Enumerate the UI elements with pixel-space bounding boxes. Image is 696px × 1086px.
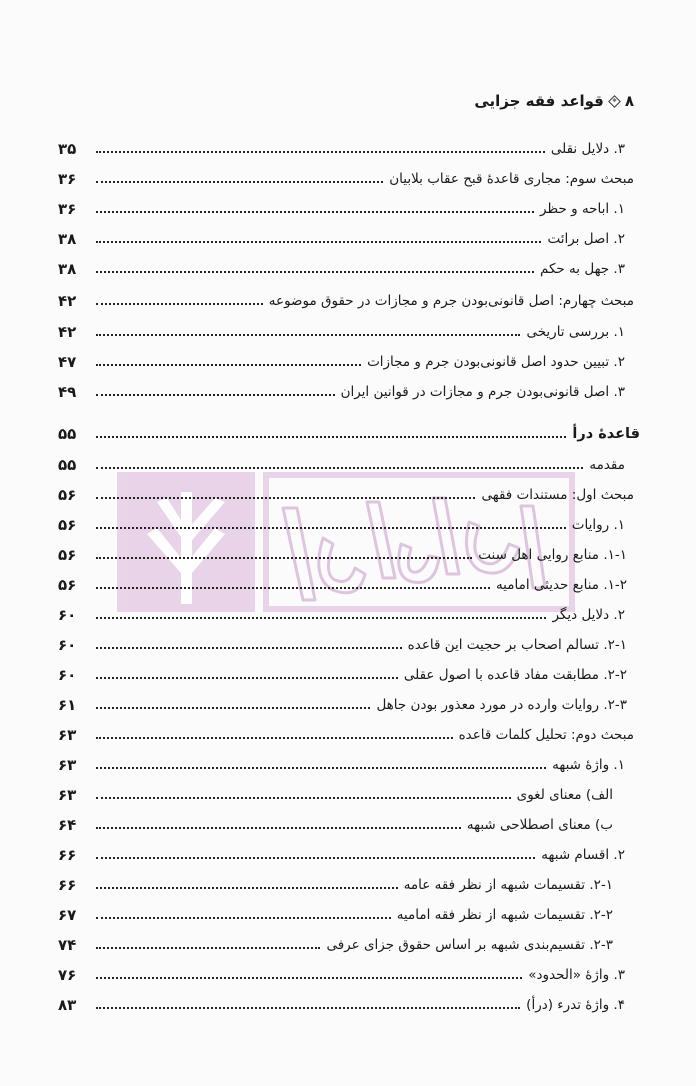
toc-entry[interactable] <box>58 347 640 371</box>
toc-entry[interactable] <box>58 600 640 624</box>
toc-entry[interactable] <box>58 720 640 744</box>
toc-entry[interactable] <box>58 254 640 278</box>
toc-entry[interactable] <box>58 810 640 834</box>
toc-entry-title: ۳. واژهٔ «الحدود» <box>528 967 625 983</box>
toc-entry-page: ۶۶ <box>58 846 77 864</box>
toc-entry[interactable] <box>58 450 640 474</box>
toc-entry-title: ۲-۳. تقسیم‌بندی شبهه بر اساس حقوق جزای عرفی <box>326 937 613 953</box>
dot-leader <box>96 647 402 649</box>
toc-entry-title: ۱-۱. منابع روایی اهل سنت <box>478 547 627 563</box>
dot-leader <box>96 617 546 619</box>
dot-leader <box>96 767 546 769</box>
toc-entry[interactable] <box>58 930 640 954</box>
toc-entry[interactable] <box>58 840 640 864</box>
toc-entry-page: ۳۸ <box>58 230 77 248</box>
toc-entry-title: ۲. تبیین حدود اصل قانونی‌بودن جرم و مجازات <box>367 354 625 370</box>
toc-entry-page: ۶۶ <box>58 876 77 894</box>
dot-leader <box>96 151 545 153</box>
toc-entry-title: ۲-۲. تقسیمات شبهه از نظر فقه امامیه <box>396 907 613 923</box>
toc-entry-title: ۲-۱. تسالم اصحاب بر حجیت این قاعده <box>407 637 627 653</box>
diamond-icon <box>608 95 621 108</box>
toc-chapter-title: قاعدهٔ درأ <box>572 426 640 442</box>
toc-entry-title: مبحث سوم: مجاری قاعدهٔ قبح عقاب بلابیان <box>389 171 634 187</box>
dot-leader <box>96 677 398 679</box>
toc-entry-page: ۵۶ <box>58 576 77 594</box>
toc-entry-title: الف) معنای لغوی <box>516 787 613 803</box>
toc-entry[interactable] <box>58 540 640 564</box>
dot-leader <box>96 436 566 438</box>
toc-entry-title: ۱. واژهٔ شبهه <box>552 757 625 773</box>
toc-entry[interactable] <box>58 780 640 804</box>
dot-leader <box>96 857 535 859</box>
toc-entry[interactable] <box>58 690 640 714</box>
toc-entry[interactable] <box>58 900 640 924</box>
toc-entry-page: ۳۶ <box>58 170 77 188</box>
toc-entry-title: مبحث چهارم: اصل قانونی‌بودن جرم و مجازات در حقوق موضوعه <box>268 293 634 309</box>
toc-entry-page: ۵۵ <box>58 456 77 474</box>
toc-entry-page: ۷۶ <box>58 966 77 984</box>
toc-entry[interactable] <box>58 510 640 534</box>
toc-entry-page: ۴۲ <box>58 323 77 341</box>
dot-leader <box>96 241 541 243</box>
toc-entry-page: ۶۳ <box>58 786 77 804</box>
toc-entry-page: ۴۷ <box>58 353 77 371</box>
dot-leader <box>96 303 263 305</box>
dot-leader <box>96 707 370 709</box>
toc-entry-title: ۲. اقسام شبهه <box>541 847 625 863</box>
toc-entry[interactable] <box>58 286 640 310</box>
dot-leader <box>96 364 361 366</box>
toc-entry-title: ۳. اصل قانونی‌بودن جرم و مجازات در قوانین ایران <box>340 384 625 400</box>
dot-leader <box>96 394 335 396</box>
toc-entry-title: ۲-۳. روایات وارده در مورد معذور بودن جاهل <box>376 697 627 713</box>
running-head <box>474 92 634 110</box>
toc-entry[interactable] <box>58 134 640 158</box>
toc-entry-page: ۶۴ <box>58 816 77 834</box>
toc-entry-page: ۴۹ <box>58 383 77 401</box>
toc-entry-page: ۶۳ <box>58 756 77 774</box>
toc-entry-title: ۱. بررسی تاریخی <box>526 324 625 340</box>
toc-entry-page: ۶۰ <box>58 636 77 654</box>
dot-leader <box>96 797 511 799</box>
toc-entry[interactable] <box>58 750 640 774</box>
toc-entry-title: ۲. اصل برائت <box>547 231 625 247</box>
toc-entry-page: ۵۶ <box>58 486 77 504</box>
toc-entry-title: ۱. اباحه و حظر <box>539 201 625 217</box>
dot-leader <box>96 211 534 213</box>
toc-entry[interactable] <box>58 660 640 684</box>
dot-leader <box>96 497 475 499</box>
toc-entry[interactable] <box>58 990 640 1014</box>
toc-entry-page: ۵۵ <box>58 425 77 443</box>
toc-entry[interactable] <box>58 480 640 504</box>
dot-leader <box>96 917 391 919</box>
dot-leader <box>96 827 461 829</box>
toc-entry-page: ۶۳ <box>58 726 77 744</box>
toc-entry-page: ۳۵ <box>58 140 77 158</box>
toc-entry-page: ۶۱ <box>58 696 77 714</box>
dot-leader <box>96 977 522 979</box>
toc-entry-title: ۱. روایات <box>571 517 625 533</box>
toc-entry[interactable] <box>58 194 640 218</box>
dot-leader <box>96 737 453 739</box>
toc-entry-page: ۵۶ <box>58 516 77 534</box>
dot-leader <box>96 181 383 183</box>
dot-leader <box>96 587 490 589</box>
toc-entry-title: ۱-۲. منابع حدیثی امامیه <box>495 577 627 593</box>
toc-entry-page: ۶۰ <box>58 666 77 684</box>
toc-entry-title: ۴. واژهٔ تدرء (درأ) <box>526 997 625 1013</box>
toc-entry-page: ۶۰ <box>58 606 77 624</box>
toc-entry[interactable] <box>58 870 640 894</box>
dot-leader <box>96 527 566 529</box>
dot-leader <box>96 271 534 273</box>
toc-entry-page: ۳۶ <box>58 200 77 218</box>
toc-entry[interactable] <box>58 630 640 654</box>
book-title: قواعد فقه جزایی <box>474 92 604 110</box>
toc-entry[interactable] <box>58 164 640 188</box>
toc-entry[interactable] <box>58 224 640 248</box>
toc-entry-title: مبحث اول: مستندات فقهی <box>481 487 634 503</box>
dot-leader <box>96 947 320 949</box>
toc-entry-title: ۳. جهل به حکم <box>539 261 625 277</box>
toc-chapter[interactable] <box>58 419 640 443</box>
page-number: ۸ <box>624 92 634 110</box>
toc-entry-title: ۲. دلایل دیگر <box>552 607 625 623</box>
toc-entry-title: ۲-۲. مطابقت مفاد قاعده با اصول عقلی <box>403 667 627 683</box>
toc-entry-title: ۲-۱. تقسیمات شبهه از نظر فقه عامه <box>403 877 613 893</box>
toc-entry[interactable] <box>58 317 640 341</box>
dot-leader <box>96 467 583 469</box>
toc-entry-title: ۳. دلایل نقلی <box>550 141 625 157</box>
toc-entry-page: ۶۷ <box>58 906 77 924</box>
dot-leader <box>96 334 520 336</box>
toc-entry[interactable] <box>58 570 640 594</box>
dot-leader <box>96 887 398 889</box>
toc-entry-title: مبحث دوم: تحلیل کلمات قاعده <box>458 727 634 743</box>
dot-leader <box>96 557 472 559</box>
toc-entry[interactable] <box>58 960 640 984</box>
toc-entry-page: ۸۳ <box>58 996 77 1014</box>
toc-entry-page: ۵۶ <box>58 546 77 564</box>
toc-entry-title: ب) معنای اصطلاحی شبهه <box>466 817 613 833</box>
toc-entry-page: ۷۴ <box>58 936 77 954</box>
toc-entry-title: مقدمه <box>589 457 625 473</box>
toc-entry-page: ۴۲ <box>58 292 77 310</box>
dot-leader <box>96 1007 520 1009</box>
toc-entry[interactable] <box>58 377 640 401</box>
toc-entry-page: ۳۸ <box>58 260 77 278</box>
